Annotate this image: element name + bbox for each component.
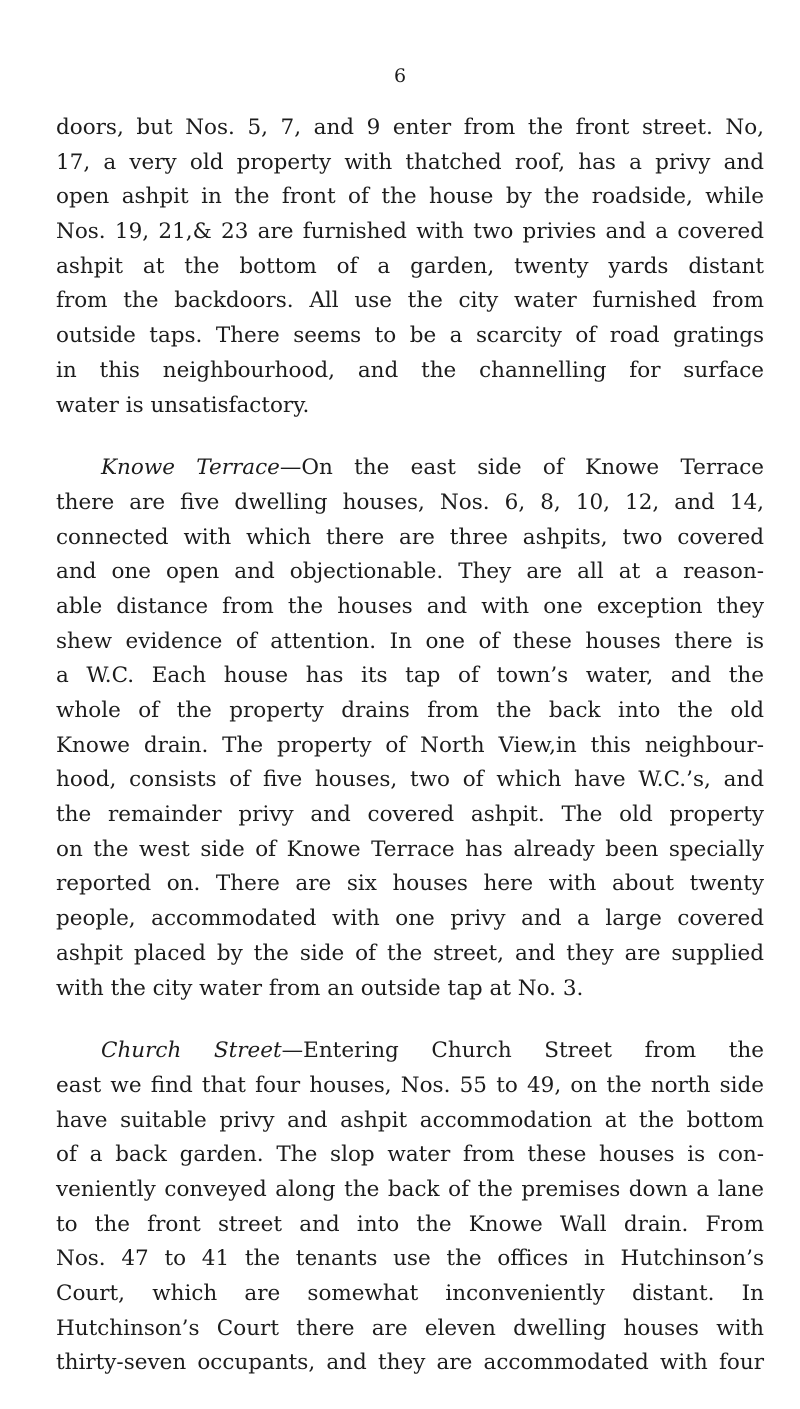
text-line: Court, which are somewhat inconveniently distant. In <box>56 1281 764 1306</box>
text-line: ashpit placed by the side of the street, and they are supplied <box>56 940 764 966</box>
text-line: in this neighbourhood, and the channelling for surface <box>56 357 764 383</box>
text-line: open ashpit in the front of the house by the roadside, while <box>56 184 764 210</box>
section-heading-knowe-terrace: Knowe Terrace <box>101 455 280 481</box>
text-line: of a back garden. The slop water from these houses is con- <box>56 1142 764 1168</box>
text-line: the remainder privy and covered ashpit. The old property <box>56 802 764 828</box>
text-line: a W.C. Each house has its tap of town’s water, and the <box>56 663 764 689</box>
text-span: —Entering Church Street from the <box>281 1038 764 1064</box>
paragraph-knowe-terrace <box>56 451 764 1006</box>
text-line: whole of the property drains from the back into the old <box>56 698 764 723</box>
text-line: on the west side of Knowe Terrace has already been specially <box>56 836 764 862</box>
section-heading-church-street: Church Street <box>101 1038 282 1064</box>
text-line: Knowe drain. The property of North View,in this neighbour- <box>56 732 764 758</box>
text-line: ashpit at the bottom of a garden, twenty yards distant <box>56 253 764 279</box>
text-line <box>56 1034 764 1069</box>
text-line: outside taps. There seems to be a scarcity of road gratings <box>56 323 764 349</box>
text-line: from the backdoors. All use the city water furnished from <box>56 288 764 314</box>
text-line: and one open and objectionable. They are all at a reason- <box>56 559 764 585</box>
text-line: 17, a very old property with thatched roof, has a privy and <box>56 149 764 175</box>
text-line: Nos. 47 to 41 the tenants use the offices in Hutchinson’s <box>56 1246 764 1272</box>
text-line: reported on. There are six houses here with about twenty <box>56 871 764 897</box>
text-span: —On the east side of Knowe Terrace <box>279 455 764 481</box>
text-line: hood, consists of five houses, two of which have W.C.’s, and <box>56 767 764 793</box>
text-line: shew evidence of attention. In one of these houses there is <box>56 628 764 654</box>
text-line: veniently conveyed along the back of the premises down a lane <box>56 1176 764 1202</box>
text-line: connected with which there are three ashpits, two covered <box>56 524 764 550</box>
text-line: there are five dwelling houses, Nos. 6, 8, 10, 12, and 14, <box>56 489 764 515</box>
paragraph-1 <box>56 111 764 423</box>
text-line: to the front street and into the Knowe Wall drain. From <box>56 1211 764 1237</box>
text-line: people, accommodated with one privy and a large covered <box>56 906 764 932</box>
text-line: Hutchinson’s Court there are eleven dwelling houses with <box>56 1315 764 1341</box>
text-line <box>56 451 764 486</box>
text-line: have suitable privy and ashpit accommodation at the bottom <box>56 1107 764 1133</box>
body-text <box>56 111 764 1381</box>
text-line: with the city water from an outside tap at No. 3. <box>56 975 584 1001</box>
text-line: able distance from the houses and with one exception they <box>56 593 764 619</box>
paragraph-church-street <box>56 1034 764 1381</box>
text-line: thirty-seven occupants, and they are accommodated with four <box>56 1350 764 1376</box>
text-line: Nos. 19, 21,& 23 are furnished with two privies and a covered <box>56 219 764 245</box>
text-line: east we find that four houses, Nos. 55 to 49, on the north side <box>56 1072 764 1098</box>
text-line: water is unsatisfactory. <box>56 392 310 418</box>
page-number: 6 <box>393 65 407 87</box>
text-line: doors, but Nos. 5, 7, and 9 enter from the front street. No, <box>56 115 764 140</box>
